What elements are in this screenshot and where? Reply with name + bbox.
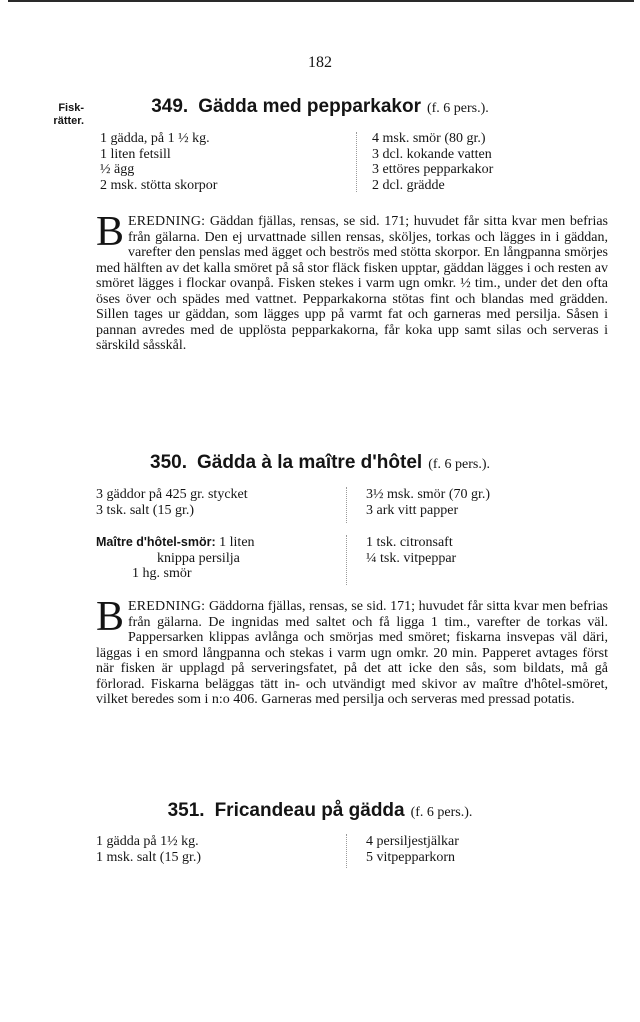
ingredient: 3 tsk. salt (15 gr.) xyxy=(96,502,194,518)
method-paragraph xyxy=(96,209,609,354)
recipe-title xyxy=(0,96,640,118)
recipe-yield: (f. 6 pers.). xyxy=(410,805,473,820)
method-text: Gäddan fjällas, rensas, se sid. 171; huvudet får sitta kvar men befrias från gälarna. Den ej urvattnade sillen rensas, sköljes, torkas och lägges in i gäddan, varefter den penslas med ägget och beströs med stötta skorpor. En långpanna smörjes med hälften av det kalla smöret på så stor fläck fisken upptar, gäddan lägges i och resten av smöret lägges i flockar ovanpå. Fisken stekes i varm ugn omkr. ½ tim., under det den ofta öses över och spädes med vattnet. Pepparkakorna stötas fint och blandas med grädden. Sillen tages ur gäddan, som lägges upp på varmt fat och garneras med persilja. Såsen i pannan avredes med de upplösta pepparkakorna, får koka upp samt silas och serveras i särskild såsskål. xyxy=(96,214,609,353)
method-label: EREDNING: xyxy=(128,214,206,229)
ingredient: 3 ettöres pepparkakor xyxy=(372,162,494,177)
method-label: EREDNING: xyxy=(128,599,206,614)
ingredient-divider xyxy=(346,487,347,523)
method-paragraph xyxy=(96,594,609,708)
ingredient-divider xyxy=(346,535,347,585)
ingredient: 3 gäddor på 425 gr. stycket xyxy=(96,487,248,502)
ingredient: 4 persiljestjälkar xyxy=(366,834,459,849)
ingredient: 1 liten fetsill xyxy=(100,146,171,162)
drop-cap: B xyxy=(96,594,125,640)
ingredient: 5 vitpepparkorn xyxy=(366,849,456,865)
recipe-name: Fricandeau på gädda xyxy=(214,800,405,821)
ingredient: 1 gädda på 1½ kg. xyxy=(96,834,199,849)
ingredient: 1 tsk. citronsaft xyxy=(366,535,453,550)
ingredient-list-right xyxy=(366,487,490,518)
recipe-name: Gädda à la maître d'hôtel xyxy=(196,452,423,473)
ingredient-divider xyxy=(346,834,347,868)
sub-heading: Maître d'hôtel-smör: xyxy=(96,535,216,549)
ingredient: 1 msk. salt (15 gr.) xyxy=(96,849,201,865)
recipe-number: 351. xyxy=(167,800,205,821)
recipe-number: 349. xyxy=(151,96,189,117)
margin-note-line: Fisk- xyxy=(58,102,84,114)
ingredient: knippa persilja xyxy=(157,550,240,566)
ingredient: 3 ark vitt papper xyxy=(366,502,459,518)
ingredient: 3 dcl. kokande vatten xyxy=(372,146,492,162)
recipe-yield: (f. 6 pers.). xyxy=(428,457,490,472)
recipe-yield: (f. 6 pers.). xyxy=(426,101,489,116)
page-top-rule xyxy=(8,0,634,2)
ingredient: 1 liten xyxy=(219,535,255,550)
sub-ingredient-list-left xyxy=(96,535,255,582)
recipe-title xyxy=(0,800,640,822)
ingredient: 1 hg. smör xyxy=(132,566,192,581)
ingredient-list-left xyxy=(96,834,201,865)
ingredient-list-right xyxy=(366,834,459,865)
ingredient: 1 gädda, på 1 ½ kg. xyxy=(100,131,210,146)
page-number: 182 xyxy=(308,54,332,71)
ingredient: 2 msk. stötta skorpor xyxy=(100,177,218,193)
sub-ingredient-list-right xyxy=(366,535,456,566)
drop-cap: B xyxy=(96,209,125,255)
ingredient: 3½ msk. smör (70 gr.) xyxy=(366,487,491,502)
recipe-name: Gädda med pepparkakor xyxy=(198,96,421,117)
ingredient-list-left xyxy=(100,131,217,193)
ingredient: ½ ägg xyxy=(100,162,135,177)
ingredient-list-right xyxy=(372,131,493,193)
ingredient-list-left xyxy=(96,487,248,518)
margin-note-line: rätter. xyxy=(53,115,84,127)
recipe-title xyxy=(0,452,640,474)
recipe-number: 350. xyxy=(150,452,187,473)
method-text: Gäddorna fjällas, rensas, se sid. 171; huvudet får sitta kvar men befrias från gälarna. De ingnidas med saltet och få ligga 1 tim., varefter de torkas väl. Pappersarken klippas avlånga och smörjas med smöret; fiskarna insvepas väl däri, läggas i en smord långpanna och stekas i varm ugn omkr. 20 min. Papperet avtages först när fisken är upplagd på serveringsfatet, på det att icke den sås, som bildats, må gå förlorad. Fiskarna beläggas tätt in- och utvändigt med skivor av maître d'hôtel-smöret, vilket beredes som i n:o 406. Garneras med persilja och serveras med pressad potatis. xyxy=(96,599,609,707)
ingredient: 2 dcl. grädde xyxy=(372,177,445,193)
ingredient-divider xyxy=(356,132,357,192)
ingredient: 4 msk. smör (80 gr.) xyxy=(372,131,486,146)
ingredient: ¼ tsk. vitpeppar xyxy=(366,550,457,566)
